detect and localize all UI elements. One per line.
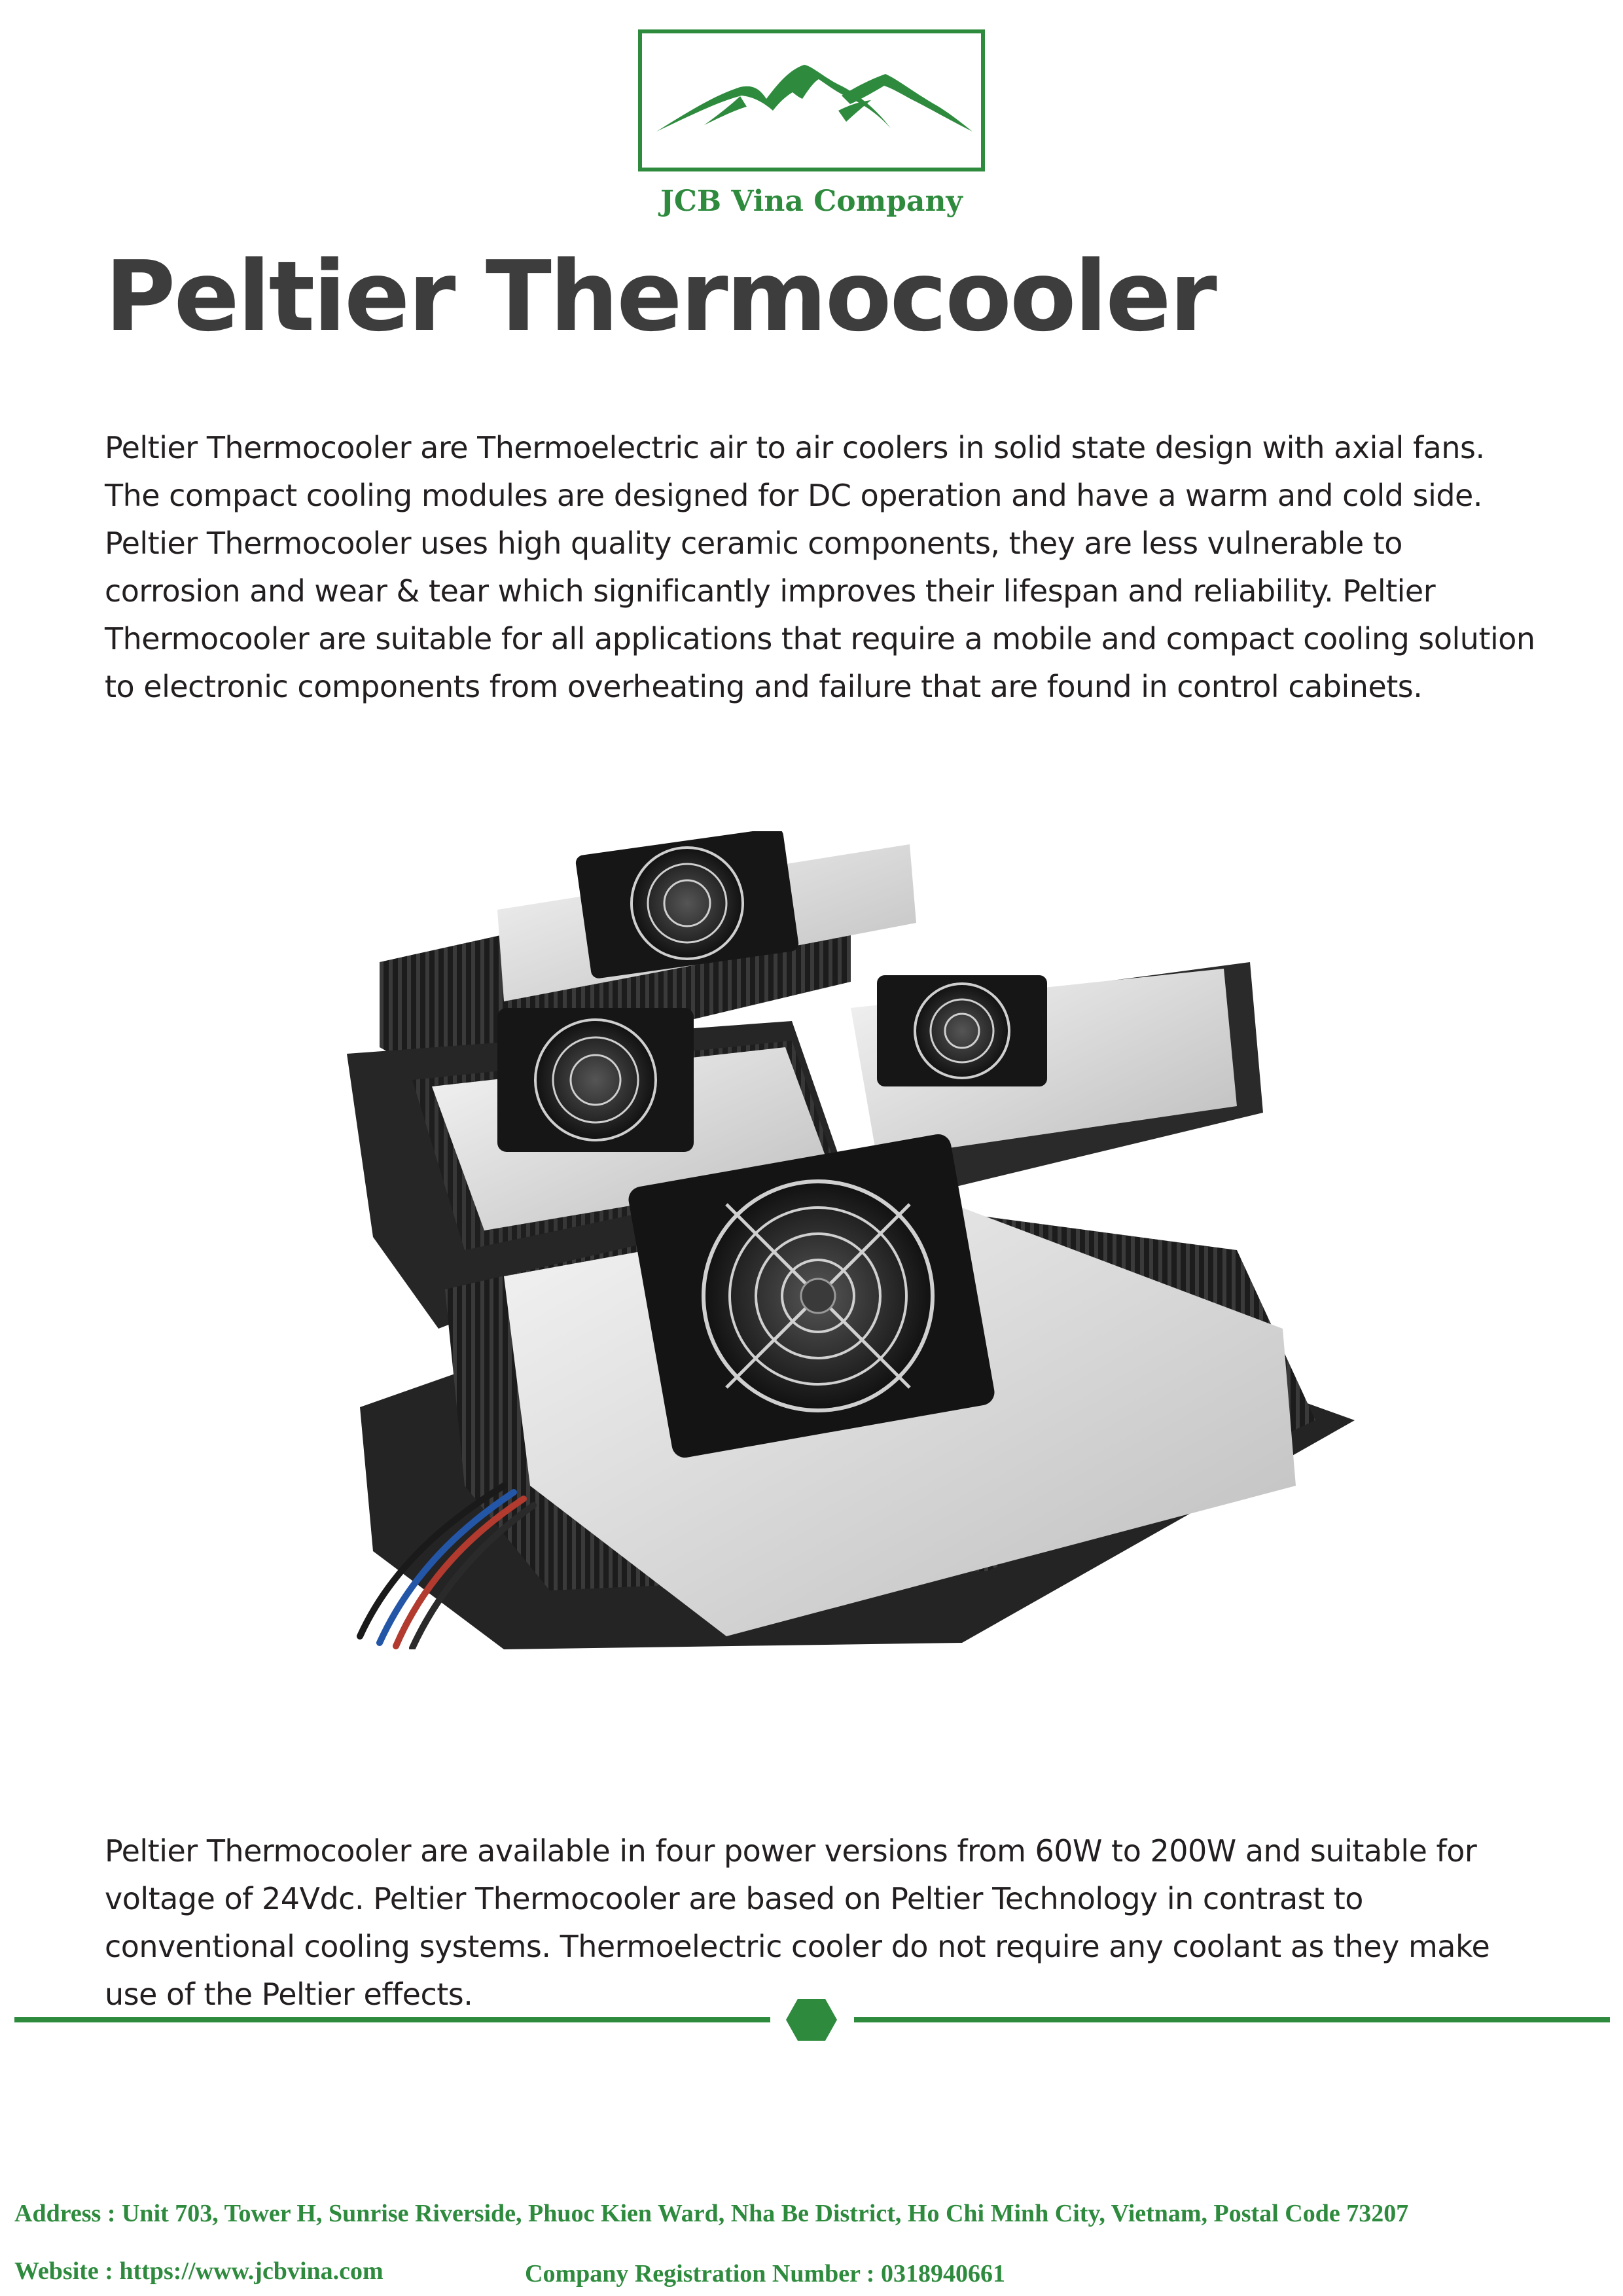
company-name: JCB Vina Company	[660, 185, 963, 218]
product-photo	[334, 831, 1368, 1649]
footer-divider-left	[14, 2017, 770, 2022]
mountain-logo-icon	[642, 33, 981, 168]
company-logo	[638, 29, 985, 171]
footer-registration: Company Registration Number : 0318940661	[525, 2260, 1005, 2287]
footer-address: Address : Unit 703, Tower H, Sunrise Riverside, Phuoc Kien Ward, Nha Be District, Ho Chi Minh City, Vietnam, Postal Code 73207	[14, 2200, 1409, 2227]
footer-website[interactable]: Website : https://www.jcbvina.com	[14, 2257, 383, 2285]
intro-paragraph: Peltier Thermocooler are Thermoelectric air to air coolers in solid state design with axial fans. The compact cooling modules are designed for DC operation and have a warm and cold side. Peltier Thermocooler uses high quality ceramic components, they are less vulnerable to corrosion and wear & tear which significantly improves their lifespan and reliability. Peltier Thermocooler are suitable for all applications that require a mobile and compact cooling solution to electronic components from overheating and failure that are found in control cabinets.	[105, 430, 1535, 704]
hexagon-icon	[785, 1998, 838, 2042]
details-paragraph: Peltier Thermocooler are available in four power versions from 60W to 200W and suitable for voltage of 24Vdc. Peltier Thermocooler are based on Peltier Technology in contrast to conventional cooling systems. Thermoelectric cooler do not require any coolant as they make use of the Peltier effects.	[105, 1833, 1490, 2012]
page-title: Peltier Thermocooler	[105, 240, 1215, 353]
footer-divider-right	[854, 2017, 1610, 2022]
